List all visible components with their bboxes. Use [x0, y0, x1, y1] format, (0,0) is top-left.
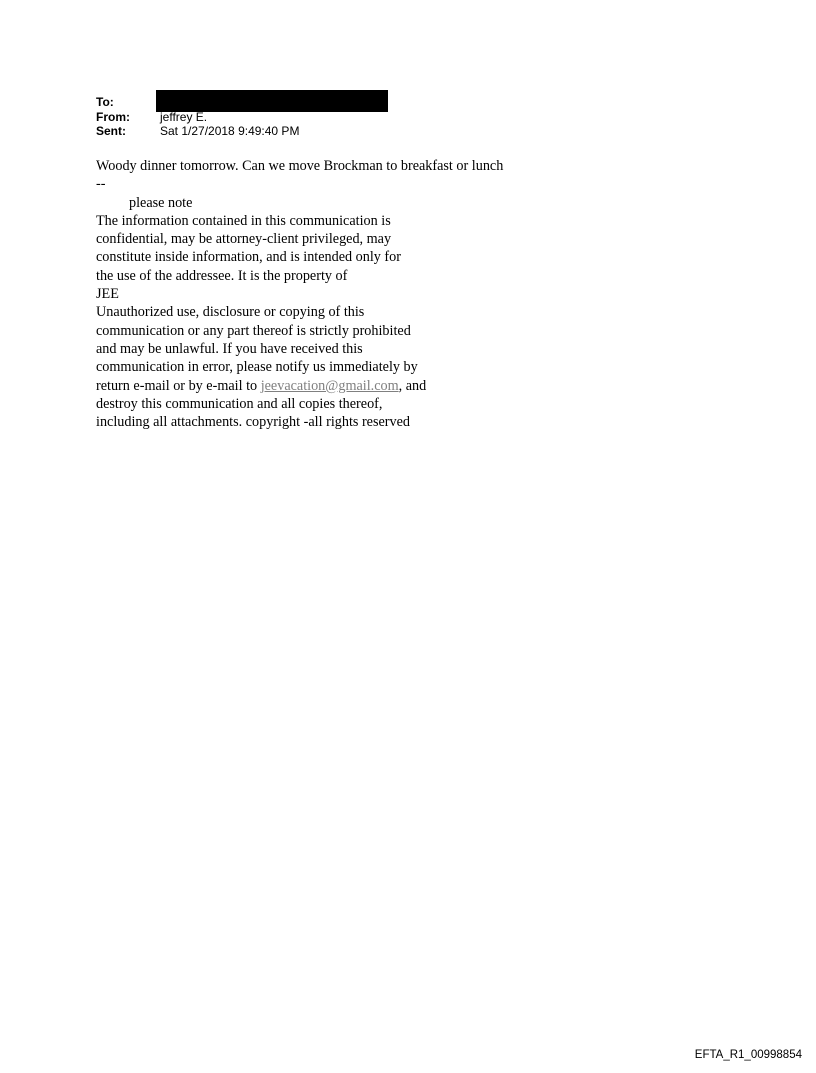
disclaimer-line: confidential, may be attorney-client privileged, may: [96, 231, 392, 248]
note-heading: please note: [129, 194, 193, 211]
sent-value: Sat 1/27/2018 9:49:40 PM: [160, 124, 300, 138]
disclaimer-line: and may be unlawful. If you have received this: [96, 340, 363, 357]
disclaimer-line: the use of the addressee. It is the property of: [96, 267, 348, 284]
disclaimer-line: destroy this communication and all copies thereof,: [96, 395, 383, 412]
disclaimer-line: Unauthorized use, disclosure or copying of this: [96, 304, 365, 321]
return-line-suffix: , and: [398, 377, 427, 394]
document-id: EFTA_R1_00998854: [694, 1049, 802, 1061]
sent-label: Sent:: [96, 124, 126, 138]
to-label: To:: [96, 95, 114, 109]
from-label: From:: [96, 109, 130, 124]
email-body: [96, 157, 596, 431]
disclaimer-line: including all attachments. copyright -all rights reserved: [96, 414, 411, 431]
disclaimer-line: constitute inside information, and is intended only for: [96, 249, 401, 266]
from-value: jeffrey E.: [160, 109, 208, 124]
return-line-prefix: return e-mail or by e-mail to: [96, 377, 261, 394]
return-email-line: [96, 377, 596, 395]
disclaimer-line: JEE: [96, 286, 119, 303]
disclaimer-line: The information contained in this communication is: [96, 212, 391, 229]
disclaimer-line: communication in error, please notify us immediately by: [96, 359, 418, 376]
message-text: Woody dinner tomorrow. Can we move Brockman to breakfast or lunch: [96, 158, 504, 174]
email-link[interactable]: jeevacation@gmail.com: [260, 377, 399, 394]
signature-separator: --: [96, 176, 106, 193]
disclaimer-line: communication or any part thereof is strictly prohibited: [96, 322, 411, 339]
